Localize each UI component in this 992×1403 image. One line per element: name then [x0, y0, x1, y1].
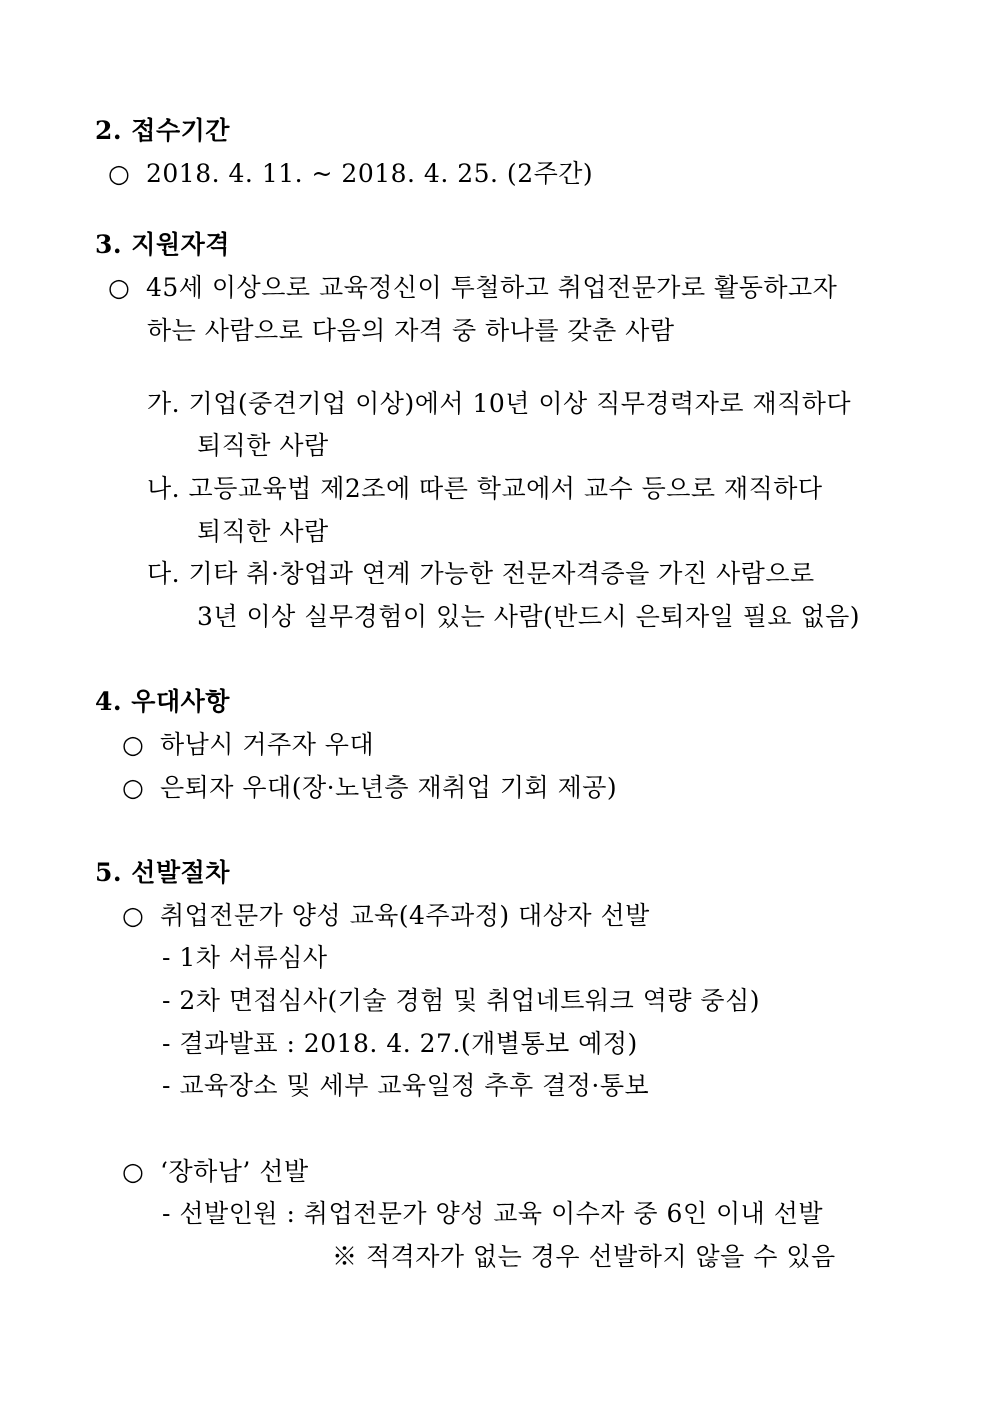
section-3-item-na-line1: 나. 고등교육법 제2조에 따른 학교에서 교수 등으로 재직하다	[147, 474, 823, 503]
section-3-item-ga-line2: 퇴직한 사람	[197, 431, 329, 460]
section-5-sub1-title: 취업전문가 양성 교육(4주과정) 대상자 선발	[160, 901, 650, 930]
circle-bullet-icon: ○	[108, 159, 131, 188]
section-4-item-1-text: 하남시 거주자 우대	[160, 730, 375, 759]
section-5-sub2	[122, 1154, 309, 1190]
section-5-sub2-title: ‘장하남’ 선발	[160, 1157, 309, 1186]
section-4-item-2	[122, 770, 617, 806]
section-3-intro-line1: 45세 이상으로 교육정신이 투철하고 취업전문가로 활동하고자	[146, 273, 838, 302]
section-3-item-da-line1: 다. 기타 취·창업과 연계 가능한 전문자격증을 가진 사람으로	[147, 559, 815, 588]
section-4-item-2-text: 은퇴자 우대(장·노년층 재취업 기회 제공)	[160, 773, 618, 802]
section-3-title: 3. 지원자격	[95, 230, 230, 259]
section-5-sub1-step3: - 결과발표 : 2018. 4. 27.(개별통보 예정)	[162, 1029, 638, 1058]
circle-bullet-icon: ○	[108, 273, 131, 302]
circle-bullet-icon: ○	[122, 730, 145, 759]
section-5-title: 5. 선발절차	[95, 858, 230, 887]
section-2-period-item	[108, 156, 593, 192]
section-3-item-na-line2: 퇴직한 사람	[197, 517, 329, 546]
section-5-sub2-step1: - 선발인원 : 취업전문가 양성 교육 이수자 중 6인 이내 선발	[162, 1199, 824, 1228]
section-2-period: 2018. 4. 11. ~ 2018. 4. 25. (2주간)	[146, 159, 594, 188]
section-5-sub1-step4: - 교육장소 및 세부 교육일정 추후 결정·통보	[162, 1071, 650, 1100]
section-3-item-da-line2: 3년 이상 실무경험이 있는 사람(반드시 은퇴자일 필요 없음)	[197, 602, 860, 631]
section-5-sub1-step2: - 2차 면접심사(기술 경험 및 취업네트워크 역량 중심)	[162, 986, 760, 1015]
section-5-sub2-note: ※ 적격자가 없는 경우 선발하지 않을 수 있음	[332, 1242, 836, 1271]
circle-bullet-icon: ○	[122, 1157, 145, 1186]
circle-bullet-icon: ○	[122, 901, 145, 930]
section-3-intro-line2: 하는 사람으로 다음의 자격 중 하나를 갖춘 사람	[147, 316, 675, 345]
section-4-item-1	[122, 727, 374, 763]
section-2-title: 2. 접수기간	[95, 116, 230, 145]
section-4-title: 4. 우대사항	[95, 687, 230, 716]
section-3-intro-item	[108, 270, 837, 306]
section-3-item-ga-line1: 가. 기업(중견기업 이상)에서 10년 이상 직무경력자로 재직하다	[147, 389, 852, 418]
section-5-sub1-step1: - 1차 서류심사	[162, 943, 328, 972]
circle-bullet-icon: ○	[122, 773, 145, 802]
section-5-sub1	[122, 898, 650, 934]
